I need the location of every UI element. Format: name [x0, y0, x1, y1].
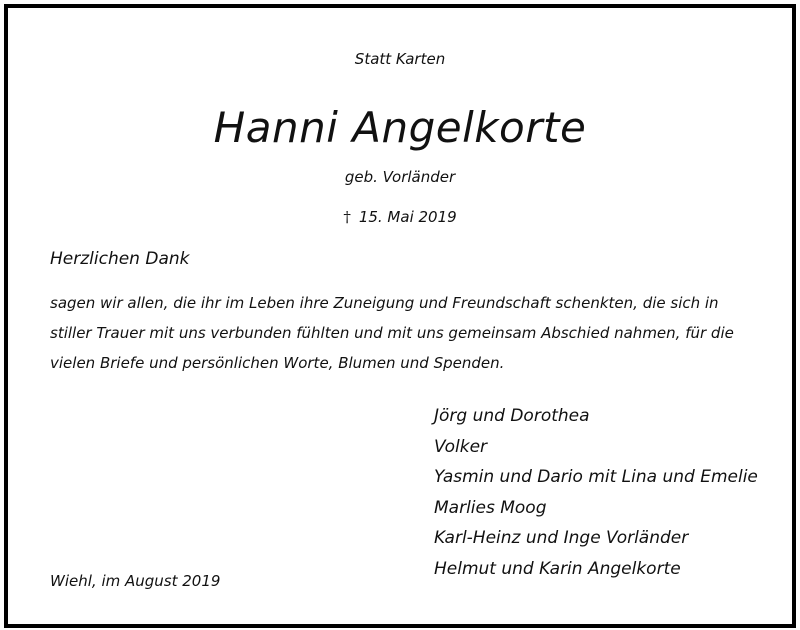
- maiden-name: geb. Vorländer: [344, 168, 456, 186]
- family-member: Helmut und Karin Angelkorte: [434, 558, 681, 579]
- family-member: Yasmin und Dario mit Lina und Emelie: [434, 467, 758, 487]
- family-member: Karl-Heinz und Inge Vorländer: [434, 528, 689, 548]
- place-date: Wiehl, im August 2019: [50, 572, 221, 590]
- thanks-body: [50, 288, 755, 378]
- obituary-card: [4, 4, 796, 628]
- body-line-1: sagen wir allen, die ihr im Leben ihre Zuneigung und Freundschaft schenkten, die sich in: [50, 294, 719, 312]
- family-member: Jörg und Dorothea: [434, 406, 590, 426]
- header-text: Statt Karten: [354, 50, 446, 68]
- family-member: Marlies Moog: [434, 497, 547, 518]
- deceased-name: Hanni Angelkorte: [213, 103, 587, 152]
- death-date: 15. Mai 2019: [358, 208, 457, 226]
- family-member: Volker: [434, 436, 488, 457]
- thanks-title: Herzlichen Dank: [50, 249, 190, 269]
- body-line-2: stiller Trauer mit uns verbunden fühlten und mit uns gemeinsam Abschied nahmen, für die: [50, 324, 734, 342]
- cross-icon: †: [343, 208, 351, 226]
- death-line: [8, 208, 792, 226]
- body-line-3: vielen Briefe und persönlichen Worte, Blumen und Spenden.: [50, 354, 505, 372]
- family-list: [434, 401, 758, 584]
